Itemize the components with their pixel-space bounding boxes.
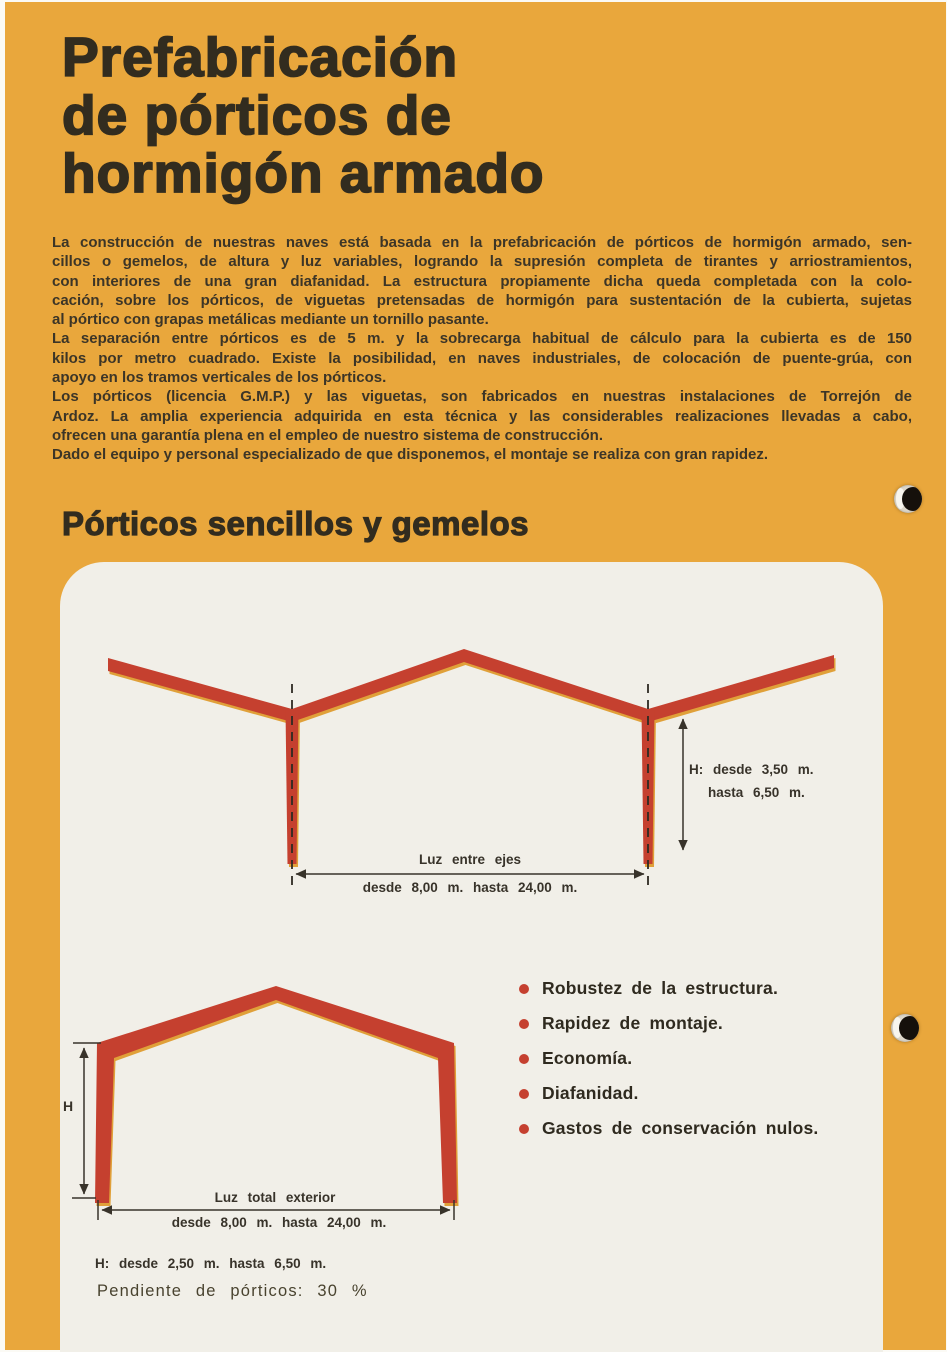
intro-paragraph-line: cillos o gemelos, de altura y luz variables, logrando la supresión completa de tirantes y arriostramientos, — [52, 253, 912, 271]
intro-paragraph-line: ofrecen una garantía plena en el empleo de nuestro sistema de construcción. — [52, 426, 603, 444]
bullet-icon — [519, 984, 529, 994]
bullet-icon — [519, 1019, 529, 1029]
single-frame — [95, 986, 457, 1203]
intro-paragraph-line: Ardoz. La amplia experiencia adquirida en esta técnica y las considerables realizaciones llevadas a cabo, — [52, 407, 912, 425]
scan-edge — [0, 0, 5, 1350]
twin-span-range: desde 8,00 m. hasta 24,00 m. — [362, 880, 578, 895]
feature-label: Robustez de la estructura. — [542, 978, 779, 998]
feature-label: Rapidez de montaje. — [542, 1013, 723, 1033]
intro-paragraph-line: La separación entre pórticos es de 5 m. y la sobrecarga habitual de cálculo para la cubierta es de 150 — [52, 330, 912, 348]
bullet-icon — [519, 1124, 529, 1134]
single-span-range: desde 8,00 m. hasta 24,00 m. — [171, 1215, 387, 1230]
twin-height-label-line-2: hasta 6,50 m. — [708, 785, 805, 800]
slope-note: Pendiente de pórticos: 30 % — [97, 1282, 368, 1300]
feature-label: Gastos de conservación nulos. — [542, 1118, 819, 1138]
list-item — [519, 978, 819, 999]
intro-paragraph-line: al pórtico con grapas metálicas mediante un tornillo pasante. — [52, 311, 489, 329]
feature-label: Economía. — [542, 1048, 633, 1068]
page-title-line-2: de pórticos de — [62, 84, 452, 146]
list-item — [519, 1118, 819, 1139]
brochure-page — [5, 2, 946, 1350]
intro-paragraph-line: con interiores de una gran diafanidad. La estructura propiamente dicha queda completada con la colo- — [52, 272, 912, 290]
page-title-line-3: hormigón armado — [62, 142, 545, 204]
section-heading: Pórticos sencillos y gemelos — [62, 505, 530, 542]
intro-paragraph-line: Dado el equipo y personal especializado de que disponemos, el montaje se realiza con gran rapidez. — [52, 446, 769, 464]
list-item — [519, 1048, 819, 1069]
feature-list — [519, 978, 819, 1153]
list-item — [519, 1013, 819, 1034]
intro-paragraph-line: Los pórticos (licencia G.M.P.) y las viguetas, son fabricados en nuestras instalaciones de Torrejón de — [52, 388, 912, 406]
intro-paragraph-line: La construcción de nuestras naves está basada en la prefabricación de pórticos de hormigón armado, sen- — [52, 234, 912, 251]
intro-paragraph-line: cación, sobre los pórticos, de viguetas pretensadas de hormigón para sustentación de la cubierta, sujetas — [52, 291, 912, 309]
single-height-label: H — [63, 1098, 74, 1114]
list-item — [519, 1083, 819, 1104]
page-title-line-1: Prefabricación — [62, 26, 459, 88]
single-span-label: Luz total exterior — [214, 1190, 336, 1205]
height-range-note: H: desde 2,50 m. hasta 6,50 m. — [95, 1256, 327, 1271]
twin-span-label: Luz entre ejes — [418, 852, 522, 867]
punch-hole — [891, 1014, 919, 1042]
bullet-icon — [519, 1089, 529, 1099]
twin-height-label-line-1: H: desde 3,50 m. — [689, 762, 814, 777]
twin-frame-roof-beam — [108, 649, 834, 722]
bullet-icon — [519, 1054, 529, 1064]
intro-paragraph-line: kilos por metro cuadrado. Existe la posibilidad, en naves industriales, de colocación de puente-grúa, con — [52, 349, 912, 367]
feature-label: Diafanidad. — [542, 1083, 639, 1103]
intro-paragraph-line: apoyo en los tramos verticales de los pórticos. — [52, 369, 387, 387]
punch-hole — [894, 485, 922, 513]
